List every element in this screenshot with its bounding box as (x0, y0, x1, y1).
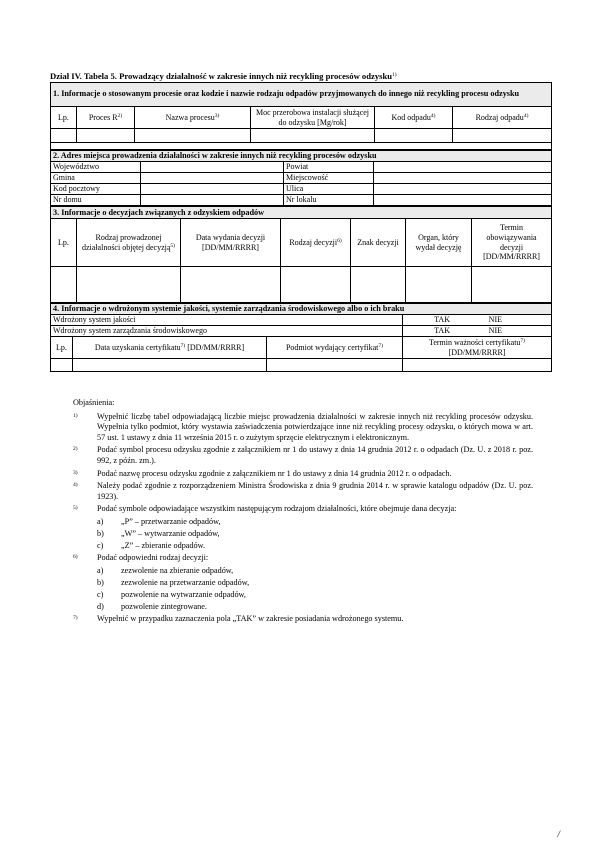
section-1-table (50, 82, 552, 150)
note-6-item: d) pozwolenie zintegrowane. (97, 602, 207, 612)
address-input[interactable] (374, 173, 552, 184)
section-1-heading: 1. Informacje o stosowanym procesie oraz kodzie i nazwie rodzaju odpadów przyjmowanych do innego niż recykling procesu odzysku (51, 83, 552, 107)
address-label: Kod pocztowy (51, 184, 141, 195)
col-termin-obowiazywania: Termin obowiązywania decyzji [DD/MM/RRRR] (472, 219, 552, 267)
table-title-text: Dział IV. Tabela 5. Prowadzący działalność w zakresie innych niż recykling procesów odzysku (50, 71, 393, 81)
input-cell[interactable] (181, 267, 281, 303)
note-6-item: a) zezwolenie na zbieranie odpadów, (97, 565, 234, 575)
address-label: Nr domu (51, 195, 141, 206)
quality-system-label: Wdrożony system jakości (51, 315, 403, 326)
address-label: Województwo (51, 162, 141, 173)
col-podmiot-wydajacy: Podmiot wydający certyfikat$^{7)}$ (267, 337, 403, 359)
input-cell[interactable] (375, 129, 453, 143)
input-cell[interactable] (403, 359, 552, 372)
col-lp: Lp. (51, 107, 77, 129)
col-rodzaj-dzialalnosci: Rodzaj prowadzonej działalności objętej decyzją$^{5)}$ (77, 219, 181, 267)
input-cell[interactable] (135, 129, 251, 143)
address-input[interactable] (374, 162, 552, 173)
address-label: Nr lokalu (284, 195, 374, 206)
address-label: Gmina (51, 173, 141, 184)
col-moc-przerobowa: Moc przerobowa instalacji służącej do odzysku [Mg/rok] (251, 107, 375, 129)
env-system-choice[interactable] (403, 326, 552, 337)
address-label: Ulica (284, 184, 374, 195)
col-nazwa-procesu: Nazwa procesu$^{3)}$ (135, 107, 251, 129)
address-input[interactable] (141, 162, 284, 173)
form-page (50, 71, 551, 372)
col-rodzaj-odpadu: Rodzaj odpadu$^{4)}$ (453, 107, 552, 129)
table-title (50, 71, 551, 82)
address-input[interactable] (141, 195, 284, 206)
note-6-item: b) zezwolenie na przetwarzanie odpadów, (97, 577, 250, 587)
col-proces-r: Proces $R^{2)}$ (77, 107, 135, 129)
explanations (73, 398, 533, 627)
address-input[interactable] (374, 184, 552, 195)
col-rodzaj-decyzji: Rodzaj decyzji$^{6)}$ (281, 219, 351, 267)
section-4-table (50, 303, 552, 372)
note-7: 7) Wypełnić w przypadku zaznaczenia pola „TAK” w zakresie posiadania wdrożonego systemu. (73, 614, 404, 624)
input-cell[interactable] (472, 267, 552, 303)
col-znak-decyzji: Znak decyzji (351, 219, 406, 267)
section-2-heading: 2. Adres miejsca prowadzenia działalności w zakresie innych niż recykling procesów odzysku (51, 151, 552, 162)
note-6-item: c) pozwolenie na wytwarzanie odpadów, (97, 590, 246, 599)
section-4-heading: 4. Informacje o wdrożonym systemie jakości, systemie zarządzania środowiskowego albo o ich braku (51, 304, 552, 315)
env-system-label: Wdrożony system zarządzania środowiskowego (51, 326, 403, 337)
input-cell[interactable] (351, 267, 406, 303)
input-cell[interactable] (406, 267, 472, 303)
section-3-table (50, 206, 552, 303)
page-number: / (557, 829, 560, 839)
input-cell[interactable] (77, 129, 135, 143)
address-input[interactable] (374, 195, 552, 206)
input-cell[interactable] (51, 359, 73, 372)
yes-option[interactable]: TAK (434, 315, 450, 325)
col-lp: Lp. (51, 219, 77, 267)
col-kod-odpadu: Kod odpadu$^{4)}$ (375, 107, 453, 129)
col-lp: Lp. (51, 337, 73, 359)
note-4: 4) Należy podać zgodnie z rozporządzeniem Ministra Środowiska z dnia 9 grudnia 2014 r. w sprawie katalogu odpadów (Dz. U. poz. 1923). (73, 481, 533, 501)
spacer-row (51, 143, 552, 150)
section-2-table (50, 150, 552, 206)
note-5-item: c) „Z” – zbieranie odpadów. (97, 541, 206, 551)
note-5-item: b) „W” – wytwarzanie odpadów, (97, 529, 220, 539)
explanations-heading: Objaśnienia: (73, 398, 115, 407)
input-cell[interactable] (267, 359, 403, 372)
address-label: Miejscowość (284, 173, 374, 184)
col-data-uzyskania: Data uzyskania certyfikatu$^{7)}$ [DD/MM/RRRR] (73, 337, 267, 359)
col-organ: Organ, który wydał decyzję (406, 219, 472, 267)
quality-system-choice[interactable] (403, 315, 552, 326)
input-cell[interactable] (51, 267, 77, 303)
input-cell[interactable] (251, 129, 375, 143)
note-5-item: a) „P” – przetwarzanie odpadów, (97, 516, 221, 526)
note-2: 2) Podać symbol procesu odzysku zgodnie z załącznikiem nr 1 do ustawy z dnia 14 grudnia 2012 r. o odpadach (Dz. U. z 2018 r. poz. 992, z późn. zm.). (73, 445, 533, 465)
note-5: 5) Podać symbole odpowiadające wszystkim następującym rodzajom działalności, które obejmuje dana decyzja: (73, 504, 457, 514)
yes-option[interactable]: TAK (434, 326, 450, 336)
note-1: 1) Wypełnić liczbę tabel odpowiadającą liczbie miejsc prowadzenia działalności w zakresie innych niż recykling procesów odzysku. Wypełnia tylko podmiot, który wystawia zaświadczenia potwierdzające inne niż recykling procesy odzysku, o których mowa w art. 57 ust. 1 ustawy z dnia 11 września 2015 r. o zużytym sprzęcie elektrycznym i elektronicznym. (73, 411, 533, 442)
input-cell[interactable] (77, 267, 181, 303)
no-option[interactable]: NIE (488, 315, 502, 325)
address-label: Powiat (284, 162, 374, 173)
no-option[interactable]: NIE (488, 326, 502, 336)
note-6: 6) Podać odpowiedni rodzaj decyzji: (73, 553, 209, 563)
input-cell[interactable] (73, 359, 267, 372)
input-cell[interactable] (281, 267, 351, 303)
section-3-heading: 3. Informacje o decyzjach związanych z odzyskiem odpadów (51, 207, 552, 219)
note-3: 3) Podać nazwę procesu odzysku zgodnie z załącznikiem nr 1 do ustawy z dnia 14 grudnia 2012 r. o odpadach. (73, 468, 452, 478)
col-termin-waznosci: Termin ważności certyfikatu$^{7)}$ [DD/MM/RRRR] (403, 337, 552, 359)
input-cell[interactable] (51, 129, 77, 143)
address-input[interactable] (141, 184, 284, 195)
col-data-wydania: Data wydania decyzji [DD/MM/RRRR] (181, 219, 281, 267)
input-cell[interactable] (453, 129, 552, 143)
address-input[interactable] (141, 173, 284, 184)
footnote-ref: 1) (392, 72, 397, 78)
